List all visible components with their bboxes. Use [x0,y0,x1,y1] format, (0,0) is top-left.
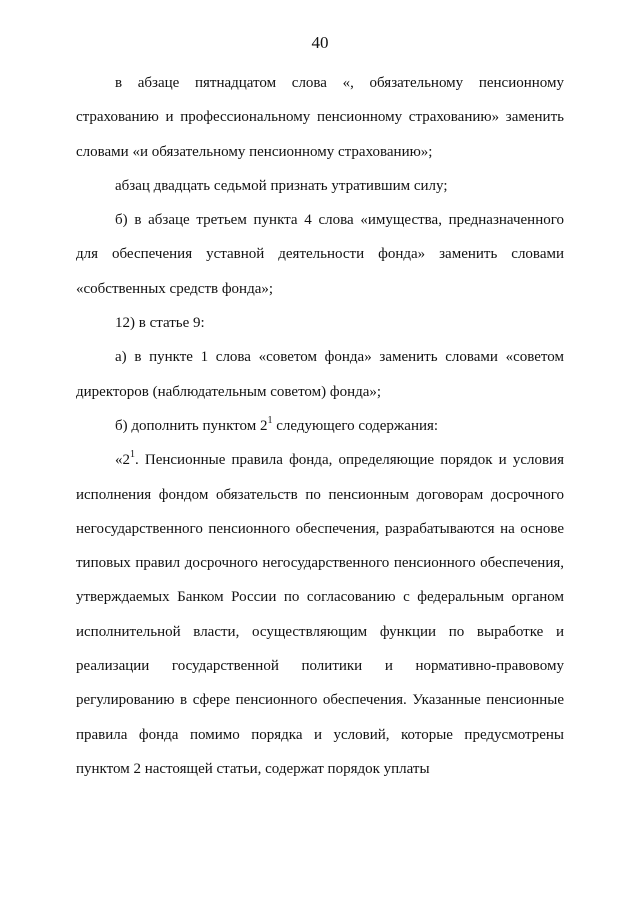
paragraph-6-superscript: 1 [267,414,273,426]
paragraph-2: абзац двадцать седьмой признать утратившим силу; [115,177,448,194]
page-number: 40 [311,33,329,52]
paragraph-6-before: б) дополнить пунктом 2 [115,417,268,434]
paragraph-3: б) в абзаце третьем пункта 4 слова «имущества, предназначенного для обеспечения уставной деятельности фонда» заменить словами «собственных средств фонда»; [76,212,564,297]
paragraph-5: а) в пункте 1 слова «советом фонда» заменить словами «советом директоров (наблюдательным советом) фонда»; [76,349,564,400]
paragraph-6-after: следующего содержания: [272,417,439,434]
paragraph-7-after: . Пенсионные правила фонда, определяющие порядок и условия исполнения фондом обязательств по пенсионным договорам досрочного негосударственного пенсионного обеспечения, разрабатываются на основе типовых правил досрочного негосударственного пенсионного обеспечения, утверждаемых Банком России по согласованию с федеральным органом исполнительной власти, осуществляющим функции по выработке и реализации государственной политики и нормативно-правовому регулированию в сфере пенсионного обеспечения. Указанные пенсионные правила фонда помимо порядка и условий, которые предусмотрены пунктом 2 настоящей статьи, содержат порядок уплаты [76,452,564,777]
paragraph-4: 12) в статье 9: [115,315,205,332]
document-body [76,66,564,786]
paragraph-7-before: «2 [115,452,130,469]
paragraph-6 [76,409,564,443]
paragraph-7-superscript: 1 [130,449,135,461]
paragraph-1: в абзаце пятнадцатом слова «, обязательному пенсионному страхованию и профессиональному пенсионному страхованию» заменить словами «и обязательному пенсионному страхованию»; [76,75,564,160]
paragraph-7 [76,443,564,786]
